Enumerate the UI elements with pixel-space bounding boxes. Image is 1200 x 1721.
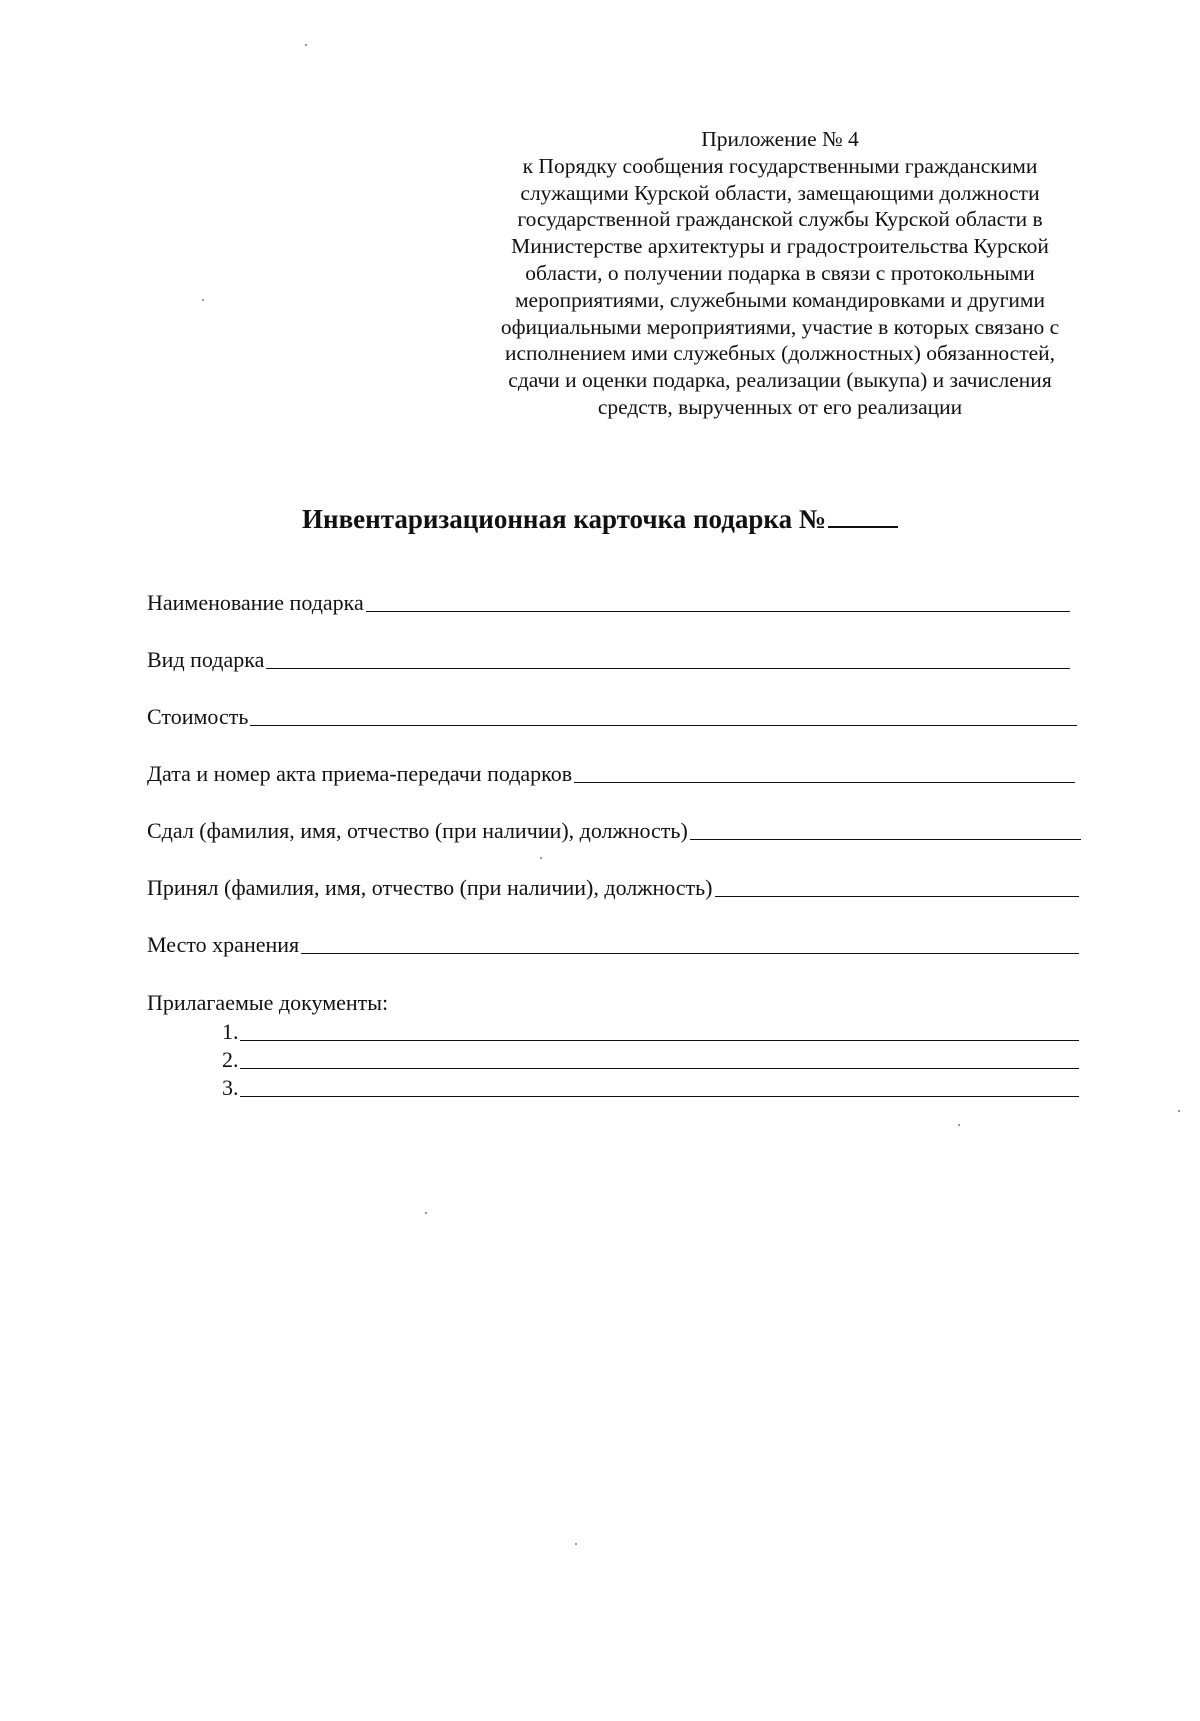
field-cost <box>147 704 1077 730</box>
card-title <box>0 502 1200 535</box>
field-blank-line[interactable] <box>250 724 1077 726</box>
field-label: Стоимость <box>147 704 249 729</box>
attached-document-blank-line[interactable] <box>240 1067 1080 1069</box>
scan-speck <box>425 1212 427 1214</box>
appendix-line: мероприятиями, служебными командировками и другими <box>514 287 1046 312</box>
scan-speck <box>575 1543 577 1545</box>
appendix-line: Министерстве архитектуры и градостроительства Курской <box>511 234 1049 259</box>
field-label: Место хранения <box>147 932 300 957</box>
attached-document-item <box>222 1075 1079 1101</box>
appendix-line: служащими Курской области, замещающими должности <box>520 180 1040 205</box>
appendix-line: официальными мероприятиями, участие в которых связано с <box>500 314 1060 339</box>
scan-speck <box>305 44 307 46</box>
field-received-by <box>147 875 1079 901</box>
card-number-blank[interactable] <box>828 502 898 528</box>
field-label: Сдал (фамилия, имя, отчество (при наличии), должность) <box>147 818 688 843</box>
appendix-line: к Порядку сообщения государственными гражданскими <box>522 153 1038 178</box>
attached-document-item <box>222 1019 1079 1045</box>
field-blank-line[interactable] <box>715 895 1079 897</box>
field-label: Наименование подарка <box>147 590 364 615</box>
attached-document-blank-line[interactable] <box>240 1039 1080 1041</box>
field-blank-line[interactable] <box>301 952 1079 954</box>
attached-document-number: 3. <box>222 1075 239 1100</box>
scan-speck <box>1178 1110 1180 1112</box>
field-handed-over-by <box>147 818 1081 844</box>
field-act-date-number <box>147 761 1075 787</box>
appendix-line: области, о получении подарка в связи с протокольными <box>525 260 1035 285</box>
scan-speck <box>958 1124 960 1126</box>
appendix-title: Приложение № 4 <box>701 127 859 151</box>
field-label: Вид подарка <box>147 647 265 672</box>
field-gift-name <box>147 590 1070 616</box>
attached-documents-heading: Прилагаемые документы: <box>147 990 389 1015</box>
field-blank-line[interactable] <box>266 667 1070 669</box>
scan-speck <box>202 299 204 301</box>
appendix-line: сдачи и оценки подарка, реализации (выкупа) и зачисления <box>508 368 1052 393</box>
field-blank-line[interactable] <box>690 838 1081 840</box>
appendix-line: исполнением ими служебных (должностных) обязанностей, <box>504 341 1056 366</box>
attached-document-blank-line[interactable] <box>240 1095 1080 1097</box>
field-storage-place <box>147 932 1079 958</box>
attached-document-item <box>222 1047 1079 1073</box>
card-title-text: Инвентаризационная карточка подарка № <box>302 504 826 534</box>
attached-document-number: 1. <box>222 1019 239 1044</box>
appendix-header <box>470 126 1090 421</box>
appendix-line: средств, вырученных от его реализации <box>597 394 963 419</box>
field-blank-line[interactable] <box>574 781 1075 783</box>
field-gift-type <box>147 647 1070 673</box>
attached-document-number: 2. <box>222 1047 239 1072</box>
appendix-line: государственной гражданской службы Курской области в <box>517 207 1043 232</box>
field-label: Принял (фамилия, имя, отчество (при наличии), должность) <box>147 875 713 900</box>
field-label: Дата и номер акта приема-передачи подарков <box>147 761 573 786</box>
scan-speck <box>540 857 542 859</box>
field-blank-line[interactable] <box>366 610 1070 612</box>
